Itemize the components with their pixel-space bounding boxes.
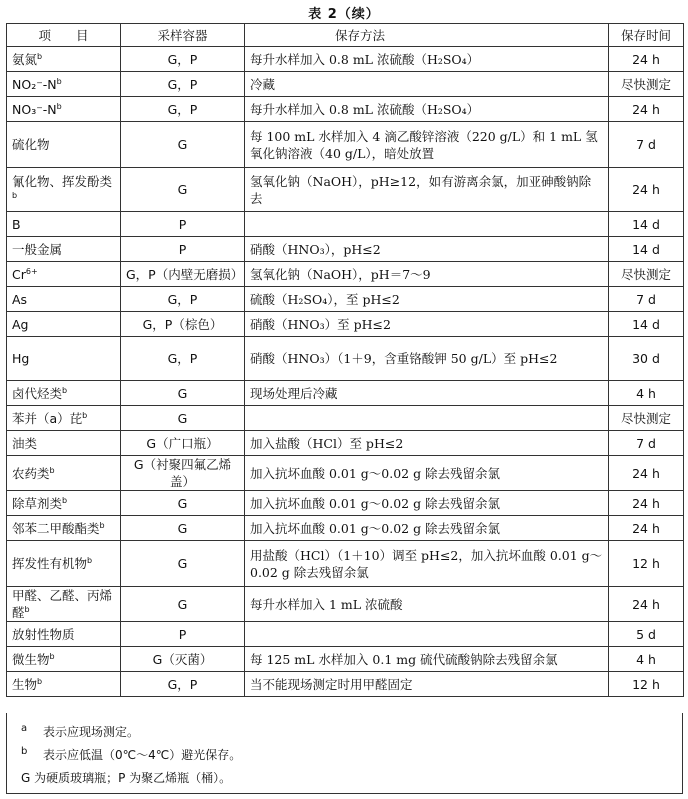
table-row bbox=[7, 456, 684, 491]
cell-item bbox=[7, 672, 121, 697]
item-name: B bbox=[12, 216, 21, 232]
cell-method: 现场处理后冷藏 bbox=[245, 381, 609, 406]
cell-method: 硝酸（HNO₃），pH≤2 bbox=[245, 237, 609, 262]
item-footnote-mark: 6+ bbox=[25, 266, 38, 276]
cell-time: 14 d bbox=[609, 312, 684, 337]
cell-container: G bbox=[121, 516, 245, 541]
cell-item bbox=[7, 262, 121, 287]
cell-time: 30 d bbox=[609, 337, 684, 381]
table-row bbox=[7, 622, 684, 647]
cell-item bbox=[7, 337, 121, 381]
note-marker: a bbox=[21, 723, 28, 734]
cell-time: 7 d bbox=[609, 287, 684, 312]
header-method: 保存方法 bbox=[245, 24, 609, 47]
note-text: G 为硬质玻璃瓶；P 为聚乙烯瓶（桶）。 bbox=[21, 771, 232, 785]
cell-time: 24 h bbox=[609, 491, 684, 516]
item-name: 甲醛、乙醛、丙烯醛 bbox=[12, 588, 113, 620]
table-header-row bbox=[7, 24, 684, 47]
cell-item bbox=[7, 406, 121, 431]
cell-item bbox=[7, 456, 121, 491]
table-row bbox=[7, 212, 684, 237]
table-row bbox=[7, 672, 684, 697]
item-name: 氨氮 bbox=[12, 51, 38, 67]
cell-method: 加入抗坏血酸 0.01 g～0.02 g 除去残留余氯 bbox=[245, 456, 609, 491]
item-footnote-mark: b bbox=[87, 555, 93, 565]
note-text: 表示应现场测定。 bbox=[43, 725, 140, 739]
table-row bbox=[7, 406, 684, 431]
cell-method: 加入抗坏血酸 0.01 g～0.02 g 除去残留余氯 bbox=[245, 516, 609, 541]
cell-time: 24 h bbox=[609, 168, 684, 212]
cell-item bbox=[7, 72, 121, 97]
cell-container: G，P bbox=[121, 672, 245, 697]
table-row bbox=[7, 541, 684, 587]
item-name: 生物 bbox=[12, 676, 38, 692]
item-name: 邻苯二甲酸酯类 bbox=[12, 520, 100, 536]
table-row bbox=[7, 122, 684, 168]
cell-method: 每 125 mL 水样加入 0.1 mg 硫代硫酸钠除去残留余氯 bbox=[245, 647, 609, 672]
item-name: 一般金属 bbox=[12, 241, 63, 257]
item-footnote-mark: b bbox=[62, 385, 68, 395]
cell-item bbox=[7, 587, 121, 622]
note-b bbox=[21, 746, 241, 763]
item-name: NO₂⁻-N bbox=[12, 76, 57, 92]
item-footnote-mark: b bbox=[49, 651, 55, 661]
item-footnote-mark: b bbox=[49, 465, 55, 475]
cell-time: 5 d bbox=[609, 622, 684, 647]
table-row bbox=[7, 97, 684, 122]
cell-method bbox=[245, 212, 609, 237]
cell-container: G（广口瓶） bbox=[121, 431, 245, 456]
cell-method: 硝酸（HNO₃）至 pH≤2 bbox=[245, 312, 609, 337]
header-time: 保存时间 bbox=[609, 24, 684, 47]
cell-method: 每 100 mL 水样加入 4 滴乙酸锌溶液（220 g/L）和 1 mL 氢氧化钠溶液（40 g/L），暗处放置 bbox=[245, 122, 609, 168]
cell-method: 每升水样加入 1 mL 浓硫酸 bbox=[245, 587, 609, 622]
cell-container: G，P bbox=[121, 97, 245, 122]
cell-container: P bbox=[121, 622, 245, 647]
table-row bbox=[7, 647, 684, 672]
cell-item bbox=[7, 97, 121, 122]
cell-time: 7 d bbox=[609, 122, 684, 168]
table-row bbox=[7, 287, 684, 312]
cell-item bbox=[7, 312, 121, 337]
cell-time: 24 h bbox=[609, 587, 684, 622]
item-footnote-mark: b bbox=[24, 604, 30, 614]
item-footnote-mark: b bbox=[56, 101, 62, 111]
cell-time: 4 h bbox=[609, 381, 684, 406]
cell-method: 冷藏 bbox=[245, 72, 609, 97]
item-name: 放射性物质 bbox=[12, 626, 75, 642]
cell-method: 氢氧化钠（NaOH），pH≥12，如有游离余氯，加亚砷酸钠除去 bbox=[245, 168, 609, 212]
item-name: Hg bbox=[12, 351, 30, 366]
cell-time: 4 h bbox=[609, 647, 684, 672]
cell-container: G，P bbox=[121, 287, 245, 312]
cell-item bbox=[7, 431, 121, 456]
cell-method: 硫酸（H₂SO₄），至 pH≤2 bbox=[245, 287, 609, 312]
table-row bbox=[7, 312, 684, 337]
item-footnote-mark: b bbox=[12, 190, 18, 200]
item-footnote-mark: b bbox=[62, 495, 68, 505]
cell-item bbox=[7, 237, 121, 262]
table-row bbox=[7, 237, 684, 262]
cell-time: 12 h bbox=[609, 672, 684, 697]
item-footnote-mark: b bbox=[56, 76, 62, 86]
table-row bbox=[7, 516, 684, 541]
cell-container: G，P bbox=[121, 47, 245, 72]
item-name: NO₃⁻-N bbox=[12, 101, 57, 117]
item-name: As bbox=[12, 291, 28, 307]
item-name: 除草剂类 bbox=[12, 495, 63, 511]
cell-method: 用盐酸（HCl）（1＋10）调至 pH≤2，加入抗坏血酸 0.01 g～0.02 g 除去残留余氯 bbox=[245, 541, 609, 587]
cell-container: P bbox=[121, 212, 245, 237]
cell-item bbox=[7, 381, 121, 406]
item-footnote-mark: b bbox=[37, 51, 43, 61]
item-name: 硫化物 bbox=[12, 137, 50, 152]
table-row bbox=[7, 47, 684, 72]
table-notes bbox=[6, 713, 683, 794]
cell-method: 硝酸（HNO₃）（1＋9，含重铬酸钾 50 g/L）至 pH≤2 bbox=[245, 337, 609, 381]
cell-container: G bbox=[121, 122, 245, 168]
cell-time: 24 h bbox=[609, 47, 684, 72]
cell-time: 尽快测定 bbox=[609, 262, 684, 287]
item-name: 油类 bbox=[12, 435, 38, 451]
cell-item bbox=[7, 516, 121, 541]
table-row bbox=[7, 381, 684, 406]
cell-container: G，P bbox=[121, 72, 245, 97]
cell-time: 尽快测定 bbox=[609, 406, 684, 431]
cell-time: 24 h bbox=[609, 97, 684, 122]
cell-container: G bbox=[121, 541, 245, 587]
table-row bbox=[7, 491, 684, 516]
note-legend bbox=[21, 769, 231, 786]
cell-container: G，P bbox=[121, 337, 245, 381]
cell-item bbox=[7, 541, 121, 587]
cell-container: G bbox=[121, 587, 245, 622]
cell-time: 24 h bbox=[609, 456, 684, 491]
table-row bbox=[7, 431, 684, 456]
cell-item bbox=[7, 212, 121, 237]
cell-item bbox=[7, 491, 121, 516]
item-footnote-mark: b bbox=[37, 676, 43, 686]
cell-container: G bbox=[121, 381, 245, 406]
cell-container: P bbox=[121, 237, 245, 262]
cell-container: G（灭菌） bbox=[121, 647, 245, 672]
cell-method: 每升水样加入 0.8 mL 浓硫酸（H₂SO₄） bbox=[245, 97, 609, 122]
cell-time: 14 d bbox=[609, 237, 684, 262]
note-a bbox=[21, 723, 139, 740]
cell-time: 12 h bbox=[609, 541, 684, 587]
item-name: 卤代烃类 bbox=[12, 385, 63, 401]
cell-container: G bbox=[121, 406, 245, 431]
cell-method bbox=[245, 406, 609, 431]
table-row bbox=[7, 337, 684, 381]
note-text: 表示应低温（0℃～4℃）避光保存。 bbox=[43, 748, 242, 762]
header-container: 采样容器 bbox=[121, 24, 245, 47]
cell-method: 每升水样加入 0.8 mL 浓硫酸（H₂SO₄） bbox=[245, 47, 609, 72]
item-name: 农药类 bbox=[12, 465, 50, 481]
cell-container: G，P（棕色） bbox=[121, 312, 245, 337]
cell-container: G bbox=[121, 168, 245, 212]
table-row bbox=[7, 262, 684, 287]
header-item: 项 目 bbox=[7, 24, 121, 47]
cell-time: 7 d bbox=[609, 431, 684, 456]
cell-item bbox=[7, 122, 121, 168]
cell-method: 加入盐酸（HCl）至 pH≤2 bbox=[245, 431, 609, 456]
item-name: 微生物 bbox=[12, 651, 50, 667]
cell-container: G bbox=[121, 491, 245, 516]
sample-preservation-table bbox=[6, 23, 684, 697]
item-footnote-mark: b bbox=[99, 520, 105, 530]
cell-method: 加入抗坏血酸 0.01 g～0.02 g 除去残留余氯 bbox=[245, 491, 609, 516]
cell-method: 氢氧化钠（NaOH），pH＝7～9 bbox=[245, 262, 609, 287]
cell-method bbox=[245, 622, 609, 647]
item-name: 挥发性有机物 bbox=[12, 556, 88, 571]
cell-time: 尽快测定 bbox=[609, 72, 684, 97]
item-name: Ag bbox=[12, 316, 29, 332]
item-name: 苯并（a）芘 bbox=[12, 410, 83, 426]
cell-item bbox=[7, 47, 121, 72]
table-row bbox=[7, 72, 684, 97]
table-body bbox=[7, 47, 684, 697]
cell-time: 24 h bbox=[609, 516, 684, 541]
cell-container: G，P（内壁无磨损） bbox=[121, 262, 245, 287]
table-row bbox=[7, 168, 684, 212]
table-row bbox=[7, 587, 684, 622]
item-name: Cr bbox=[12, 266, 26, 282]
cell-item bbox=[7, 168, 121, 212]
note-marker: b bbox=[21, 746, 28, 757]
cell-method: 当不能现场测定时用甲醛固定 bbox=[245, 672, 609, 697]
cell-item bbox=[7, 287, 121, 312]
table-caption: 表 2（续） bbox=[308, 7, 380, 22]
item-footnote-mark: b bbox=[82, 410, 88, 420]
cell-item bbox=[7, 647, 121, 672]
cell-item bbox=[7, 622, 121, 647]
cell-time: 14 d bbox=[609, 212, 684, 237]
item-name: 氰化物、挥发酚类 bbox=[12, 173, 113, 189]
cell-container: G（衬聚四氟乙烯盖） bbox=[121, 456, 245, 491]
